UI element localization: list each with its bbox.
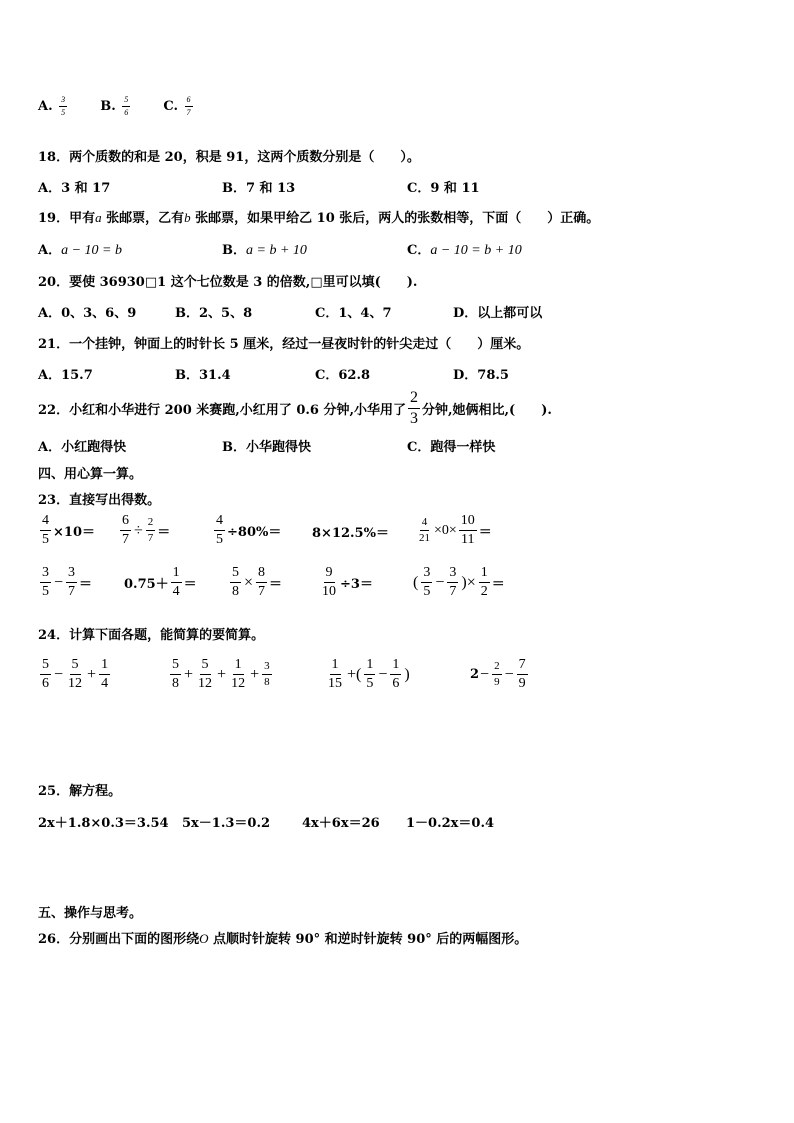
q17-option-c-label: C. [163, 99, 178, 114]
q21-option-b: B．31.4 [175, 368, 231, 383]
q23-item-5: $\frac{4}{21}$ ×0× $\frac{10}{11}$ ＝ [419, 513, 492, 547]
q23-item-6: $\frac{3}{5}$ − $\frac{3}{7}$ ＝ [42, 565, 93, 599]
q21-option-a: A．15.7 [38, 368, 93, 383]
q17-option-a-label: A. [38, 99, 53, 114]
q22-fraction: $\frac{2}{3}$ [410, 389, 418, 427]
q25-equation-4: 1－0.2x＝0.4 [406, 816, 495, 831]
q23-item-10: ( $\frac{3}{5}$ − $\frac{3}{7}$ )× $\frac{1}{2}$ ＝ [413, 565, 505, 599]
q18-option-c: C．9 和 11 [407, 181, 480, 196]
q23-item-4: 8×12.5%＝ [312, 526, 389, 541]
q23-item-3: $\frac{4}{5}$ ÷80%＝ [216, 513, 282, 547]
q22-stem: 22．小红和小华进行 200 米赛跑,小红用了 0.6 分钟,小华用了 $\frac{2}{3}$ 分钟,她俩相比,( ). [38, 389, 552, 427]
q21-option-d: D．78.5 [453, 368, 509, 383]
q18-stem: 18．两个质数的和是 20，积是 91，这两个质数分别是（ ）。 [38, 150, 420, 165]
q24-item-4: 2 − $\frac{2}{9}$ − $\frac{7}{9}$ [470, 657, 526, 691]
q18-option-b: B．7 和 13 [222, 181, 296, 196]
q22-option-b: B．小华跑得快 [222, 440, 311, 455]
q25-stem: 25．解方程。 [38, 784, 122, 799]
q19-option-c: C．a − 10 = b + 10 [407, 243, 522, 258]
q23-item-2: $\frac{6}{7}$ ÷ $\frac{2}{7}$ ＝ [122, 513, 171, 547]
q25-equation-3: 4x＋6x＝26 [302, 816, 380, 831]
q17-option-a-fraction: $\frac{3}{5}$ [61, 95, 66, 117]
q17-option-b-fraction: $\frac{5}{6}$ [124, 95, 129, 117]
q23-item-8: $\frac{5}{8}$ × $\frac{8}{7}$ ＝ [232, 565, 283, 599]
q26-stem: 26．分别画出下面的图形绕O 点顺时针旋转 90° 和逆时针旋转 90° 后的两幅图形。 [38, 931, 528, 947]
q19-option-b: B．a = b + 10 [222, 243, 307, 258]
q20-option-a: A．0、3、6、9 [38, 306, 137, 321]
q20-option-d: D．以上都可以 [453, 306, 543, 321]
q22-option-c: C．跑得一样快 [407, 440, 496, 455]
q23-stem: 23．直接写出得数。 [38, 493, 161, 508]
q23-item-1: $\frac{4}{5}$ ×10＝ [42, 513, 95, 547]
q20-stem: 20．要使 36930□1 这个七位数是 3 的倍数,□里可以填( ). [38, 275, 418, 290]
q17-option-c-fraction: $\frac{6}{7}$ [186, 95, 191, 117]
q22-option-a: A．小红跑得快 [38, 440, 127, 455]
q25-equation-2: 5x－1.3＝0.2 [182, 816, 271, 831]
q20-option-b: B．2、5、8 [175, 306, 253, 321]
q25-equation-1: 2x＋1.8×0.3＝3.54 [38, 816, 169, 831]
q21-stem: 21．一个挂钟，钟面上的时针长 5 厘米，经过一昼夜时针的针尖走过（ ）厘米。 [38, 337, 530, 352]
q17-options [38, 96, 195, 117]
q23-item-9: $\frac{9}{10}$ ÷3＝ [322, 565, 373, 599]
q24-item-3: $\frac{1}{15}$ +( $\frac{1}{5}$ − $\frac{1}{6}$ ) [328, 657, 410, 691]
q17-option-b-label: B. [100, 99, 116, 114]
section-4-heading: 四、用心算一算。 [38, 467, 143, 482]
section-5-heading: 五、操作与思考。 [38, 906, 143, 921]
q20-option-c: C．1、4、7 [315, 306, 392, 321]
q24-item-2: $\frac{5}{8}$ + $\frac{5}{12}$ + $\frac{1}{12}$ + $\frac{3}{8}$ [172, 657, 270, 691]
q21-option-c: C．62.8 [315, 368, 371, 383]
q23-item-7: 0.75＋ $\frac{1}{4}$ ＝ [124, 565, 197, 599]
q19-option-a: A．a − 10 = b [38, 243, 122, 258]
q19-stem: 19．甲有a 张邮票，乙有b 张邮票，如果甲给乙 10 张后，两人的张数相等，下面（ ）正确。 [38, 210, 600, 226]
q24-item-1: $\frac{5}{6}$ − $\frac{5}{12}$ + $\frac{1}{4}$ [42, 657, 109, 691]
q24-stem: 24．计算下面各题，能简算的要简算。 [38, 628, 265, 643]
q18-option-a: A．3 和 17 [38, 181, 111, 196]
